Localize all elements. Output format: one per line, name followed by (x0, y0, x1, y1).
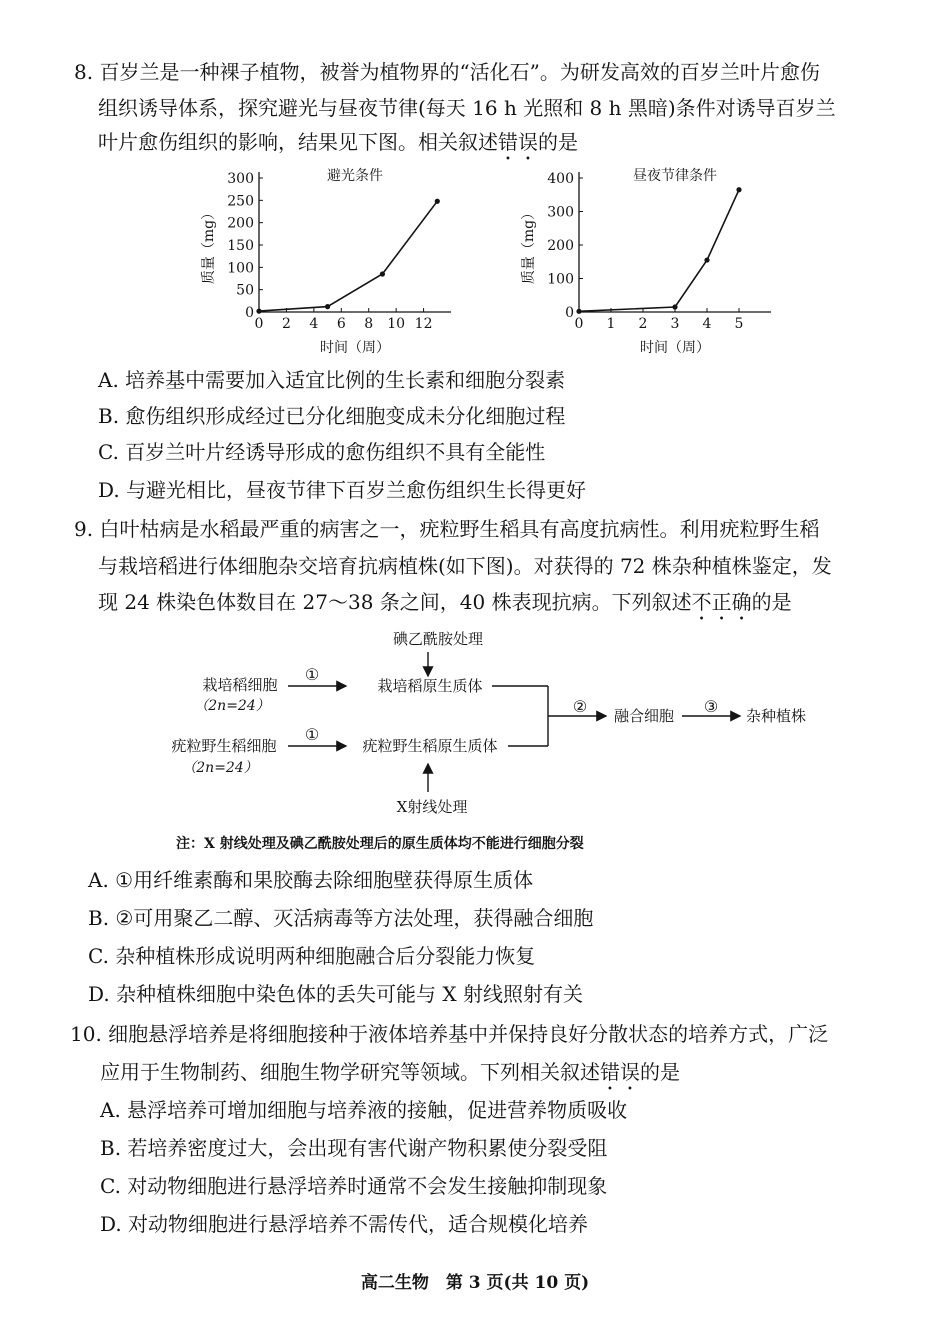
y-tick-label: 250 (227, 193, 254, 210)
cell2-ploidy: （2n=24） (182, 760, 258, 776)
x-tick-label: 1 (606, 316, 616, 332)
q10-stem-line1: 10. 细胞悬浮培养是将细胞接种于液体培养基中并保持良好分散状态的培养方式，广泛 (70, 1022, 829, 1046)
x-axis-label: 时间（周） (320, 340, 390, 356)
data-line (259, 201, 437, 311)
x-tick-label: 5 (734, 316, 744, 332)
q8-stem-line3-post: 的是 (538, 130, 578, 154)
data-point (256, 309, 261, 314)
data-point (325, 304, 330, 309)
x-tick-label: 12 (414, 316, 433, 332)
y-tick-label: 0 (245, 305, 254, 321)
q8-stem-line1: 8. 百岁兰是一种裸子植物，被誉为植物界的“活化石”。为研发高效的百岁兰叶片愈伤 (74, 60, 820, 84)
y-axis-label: 质量（mg） (521, 205, 537, 285)
y-tick-label: 300 (547, 204, 574, 221)
y-tick-label: 300 (227, 171, 254, 187)
q8-option-b: B. 愈伤组织形成经过已分化细胞变成未分化细胞过程 (98, 404, 566, 428)
x-tick-label: 4 (309, 316, 319, 332)
q10-stem-line2-pre: 应用于生物制药、细胞生物学研究等领域。下列相关叙述 (100, 1060, 600, 1084)
y-tick-label: 50 (236, 282, 254, 299)
q10-emphasis: 错误 (600, 1060, 640, 1084)
data-point (380, 271, 385, 276)
x-tick-label: 3 (670, 316, 680, 332)
q9-option-b: B. ②可用聚乙二醇、灭活病毒等方法处理，获得融合细胞 (88, 906, 594, 930)
proto1-label: 栽培稻原生质体 (377, 677, 483, 695)
data-point (672, 304, 677, 309)
x-tick-label: 0 (254, 316, 264, 332)
x-tick-label: 2 (281, 316, 291, 332)
step1-top-label: ① (304, 665, 320, 684)
x-tick-label: 0 (574, 316, 584, 332)
q9-diagram-note: 注：X 射线处理及碘乙酰胺处理后的原生质体均不能进行细胞分裂 (176, 836, 584, 852)
x-axis-label: 时间（周） (640, 340, 710, 356)
cell2-label: 疣粒野生稻细胞 (171, 737, 277, 755)
chart-title: 昼夜节律条件 (633, 168, 717, 184)
q9-stem-line2: 与栽培稻进行体细胞杂交培育抗病植株(如下图)。对获得的 72 株杂种植株鉴定，发 (98, 554, 832, 578)
data-point (435, 199, 440, 204)
cell1-ploidy: （2n=24） (194, 698, 270, 714)
step2-label: ② (572, 697, 588, 716)
y-tick-label: 150 (227, 238, 254, 254)
q9-stem-line1: 9. 白叶枯病是水稻最严重的病害之一，疣粒野生稻具有高度抗病性。利用疣粒野生稻 (74, 517, 820, 541)
step1-bottom-label: ① (304, 725, 320, 744)
cell1-label: 栽培稻细胞 (202, 676, 278, 694)
x-tick-label: 10 (387, 316, 406, 332)
fused-cell-label: 融合细胞 (613, 707, 675, 725)
q8-option-d: D. 与避光相比，昼夜节律下百岁兰愈伤组织生长得更好 (98, 478, 587, 502)
chart-photoperiod-condition (515, 160, 785, 360)
y-tick-label: 100 (547, 271, 574, 288)
x-tick-label: 6 (336, 316, 346, 332)
bottom-treatment-label: X射线处理 (396, 798, 468, 816)
fusion-flow-diagram (160, 620, 840, 820)
step3-label: ③ (703, 697, 719, 716)
chart-title: 避光条件 (327, 168, 383, 184)
q9-emphasis: 不正确 (691, 590, 752, 614)
q8-stem-line2: 组织诱导体系，探究避光与昼夜节律(每天 16 h 光照和 8 h 黑暗)条件对诱导百岁兰 (98, 96, 836, 120)
q8-option-a: A. 培养基中需要加入适宜比例的生长素和细胞分裂素 (98, 368, 566, 392)
q8-option-c: C. 百岁兰叶片经诱导形成的愈伤组织不具有全能性 (98, 440, 546, 464)
q10-stem-line2 (100, 1060, 680, 1095)
q10-stem-line2-post: 的是 (640, 1060, 680, 1084)
y-axis-label: 质量（mg） (201, 205, 217, 285)
q9-stem-line3-post: 的是 (751, 590, 792, 614)
y-tick-label: 200 (547, 238, 574, 254)
data-line (579, 190, 739, 312)
q8-stem-line3-pre: 叶片愈伤组织的影响，结果见下图。相关叙述 (98, 130, 498, 154)
q9-option-c: C. 杂种植株形成说明两种细胞融合后分裂能力恢复 (88, 944, 536, 968)
q9-option-d: D. 杂种植株细胞中染色体的丢失可能与 X 射线照射有关 (88, 982, 583, 1006)
x-tick-label: 8 (364, 316, 374, 332)
y-tick-label: 100 (227, 260, 254, 277)
q10-option-c: C. 对动物细胞进行悬浮培养时通常不会发生接触抑制现象 (100, 1174, 608, 1198)
x-tick-label: 4 (702, 316, 712, 332)
q10-option-a: A. 悬浮培养可增加细胞与培养液的接触，促进营养物质吸收 (100, 1098, 628, 1122)
hybrid-plant-label: 杂种植株 (745, 707, 807, 725)
top-treatment-label: 碘乙酰胺处理 (392, 630, 484, 648)
proto2-label: 疣粒野生稻原生质体 (362, 737, 498, 755)
data-point (704, 257, 709, 262)
q10-option-b: B. 若培养密度过大，会出现有害代谢产物积累使分裂受阻 (100, 1136, 608, 1160)
y-tick-label: 200 (227, 215, 254, 232)
chart-dark-condition (195, 160, 465, 360)
q9-stem-line3-pre: 现 24 株染色体数目在 27～38 条之间，40 株表现抗病。下列叙述 (98, 590, 692, 614)
y-tick-label: 400 (547, 171, 574, 187)
data-point (736, 187, 741, 192)
q9-option-a: A. ①用纤维素酶和果胶酶去除细胞壁获得原生质体 (88, 868, 534, 892)
page-footer: 高二生物 第 3 页(共 10 页) (360, 1273, 590, 1293)
y-tick-label: 0 (565, 305, 574, 321)
q8-emphasis: 错误 (498, 130, 538, 154)
q10-option-d: D. 对动物细胞进行悬浮培养不需传代，适合规模化培养 (100, 1212, 589, 1236)
data-point (576, 309, 581, 314)
x-tick-label: 2 (638, 316, 648, 332)
